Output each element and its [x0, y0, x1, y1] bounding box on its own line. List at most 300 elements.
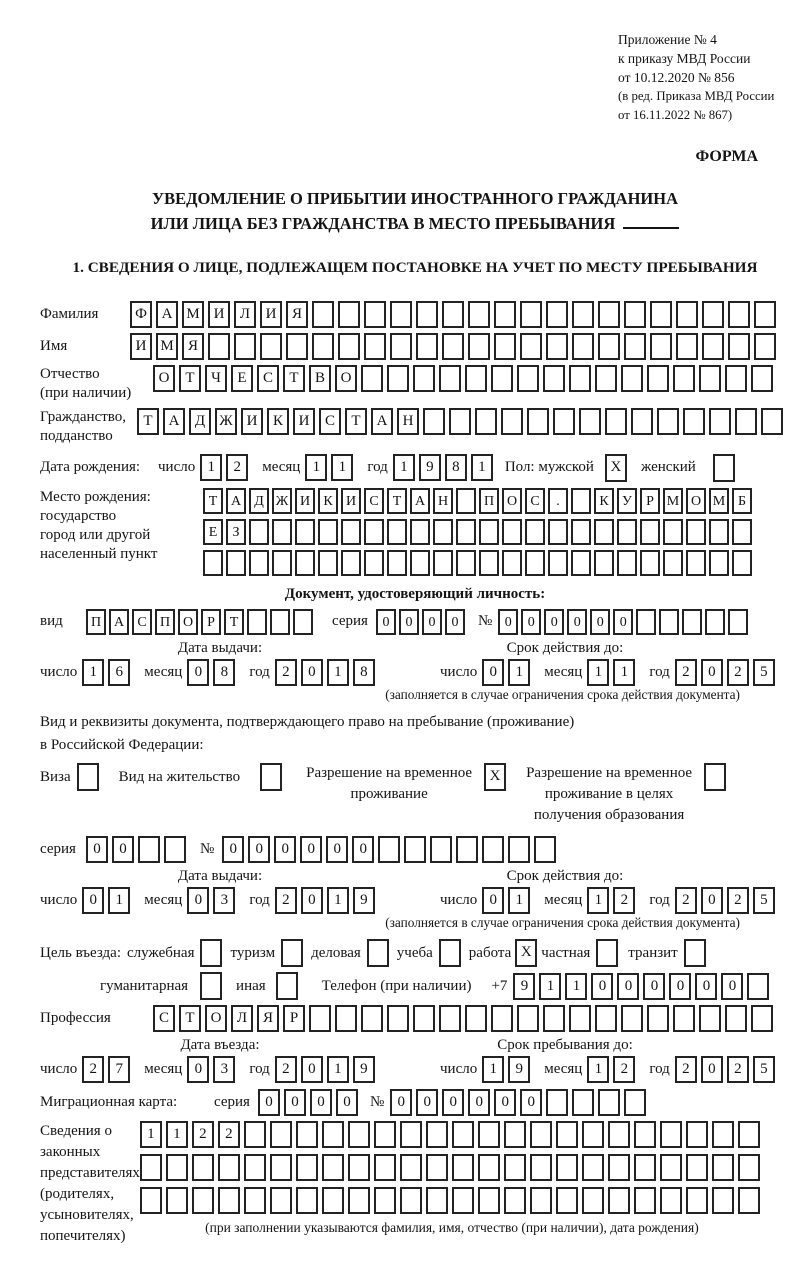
char-cell [192, 1154, 214, 1181]
patronymic-cells [153, 365, 777, 392]
char-cell [682, 609, 702, 635]
char-cell: 1 [587, 659, 609, 686]
char-cell: 9 [353, 887, 375, 914]
purpose-option-study: учеба [397, 939, 461, 967]
doc-issue-header: Дата выдачи: [177, 639, 263, 656]
char-cell [296, 1121, 318, 1148]
char-cell: Р [201, 609, 221, 635]
char-cell: И [293, 408, 315, 435]
char-cell: 0 [284, 1089, 306, 1116]
purpose-business-checkbox [200, 939, 222, 967]
purpose-option-business: служебная [127, 939, 223, 967]
doc-date-headers [40, 640, 790, 657]
char-cell: В [309, 365, 331, 392]
char-cell: 2 [727, 659, 749, 686]
purpose-option-commercial: деловая [311, 939, 389, 967]
char-cell [595, 365, 617, 392]
permit-series-label: серия [40, 841, 76, 858]
char-cell: 1 [587, 887, 609, 914]
char-cell [140, 1154, 162, 1181]
char-cell [138, 836, 160, 863]
char-cell: 0 [701, 887, 723, 914]
char-cell [413, 1005, 435, 1032]
char-cell [390, 333, 412, 360]
char-cell [571, 519, 591, 545]
char-cell: 0 [482, 659, 504, 686]
char-cell [621, 365, 643, 392]
char-cell [728, 609, 748, 635]
char-cell [686, 1154, 708, 1181]
char-cell [556, 1154, 578, 1181]
char-cell: 2 [192, 1121, 214, 1148]
char-cell [281, 939, 303, 967]
birth-year-cells [393, 454, 497, 481]
purpose-option-work: работа X [469, 939, 538, 967]
migration-series-label: серия [214, 1094, 250, 1111]
char-cell: 2 [613, 1056, 635, 1083]
char-cell [260, 333, 282, 360]
char-cell: 1 [108, 887, 130, 914]
char-cell: 2 [727, 1056, 749, 1083]
purpose-row [40, 939, 790, 967]
char-cell [482, 836, 504, 863]
representatives-rows [140, 1121, 764, 1236]
char-cell [364, 550, 384, 576]
char-cell: 0 [445, 609, 465, 635]
char-cell [702, 333, 724, 360]
char-cell [374, 1154, 396, 1181]
permit-dates-row [40, 887, 790, 914]
residence-permit-checkbox [260, 763, 282, 791]
char-cell: С [364, 488, 384, 514]
char-cell: 2 [675, 1056, 697, 1083]
char-cell [400, 1187, 422, 1214]
char-cell [747, 973, 769, 1000]
doc-number-cells [498, 609, 751, 635]
char-cell [468, 301, 490, 328]
char-cell [341, 519, 361, 545]
permit-number-label: № [199, 841, 215, 858]
char-cell: 8 [213, 659, 235, 686]
char-cell [517, 365, 539, 392]
permit-valid-header: Срок действия до: [506, 868, 624, 885]
char-cell: 2 [218, 1121, 240, 1148]
char-cell [624, 333, 646, 360]
char-cell: 9 [513, 973, 535, 1000]
stay-day-cells [482, 1056, 534, 1083]
char-cell [598, 333, 620, 360]
char-cell [761, 408, 783, 435]
char-cell: 1 [508, 659, 530, 686]
purpose-option-private: частная [541, 939, 618, 967]
surname-row [40, 301, 790, 328]
annex-line: (в ред. Приказа МВД России [618, 89, 775, 104]
char-cell [676, 333, 698, 360]
char-cell [140, 1187, 162, 1214]
doc-dates-row [40, 659, 790, 686]
doc-validity-note: (заполняется в случае ограничения срока действия документа) [385, 686, 740, 702]
edu-residence-label: Разрешение на временное проживание в целях получения образования [526, 765, 693, 824]
char-cell [582, 1154, 604, 1181]
char-cell: 0 [301, 1056, 323, 1083]
char-cell [439, 939, 461, 967]
char-cell: О [153, 365, 175, 392]
char-cell [312, 301, 334, 328]
purpose-study-checkbox [439, 939, 461, 967]
char-cell: Е [231, 365, 253, 392]
char-cell [543, 365, 565, 392]
char-cell [572, 333, 594, 360]
char-cell [686, 1121, 708, 1148]
char-cell [494, 301, 516, 328]
char-cell [534, 836, 556, 863]
birth-place-row-2 [203, 519, 755, 545]
char-cell [660, 1154, 682, 1181]
identity-doc-header: Документ, удостоверяющий личность: [284, 585, 546, 602]
stay-until-header: Срок пребывания до: [497, 1037, 633, 1054]
char-cell: 0 [520, 1089, 542, 1116]
patronymic-label: Отчество (при наличии) [40, 365, 132, 401]
char-cell: Т [179, 1005, 201, 1032]
char-cell [504, 1121, 526, 1148]
char-cell [296, 1187, 318, 1214]
char-cell: 1 [327, 887, 349, 914]
day-label: число [158, 459, 196, 476]
char-cell [200, 939, 222, 967]
char-cell [433, 550, 453, 576]
char-cell [608, 1187, 630, 1214]
char-cell [244, 1187, 266, 1214]
char-cell: 2 [275, 887, 297, 914]
char-cell [494, 333, 516, 360]
patronymic-row [40, 365, 790, 403]
surname-label: Фамилия [40, 305, 99, 322]
char-cell [387, 1005, 409, 1032]
char-cell: 0 [498, 609, 518, 635]
char-cell: 1 [482, 1056, 504, 1083]
visa-option [40, 763, 99, 791]
doc-issue-year-cells [275, 659, 379, 686]
char-cell [439, 1005, 461, 1032]
form-title-line2: ИЛИ ЛИЦА БЕЗ ГРАЖДАНСТВА В МЕСТО ПРЕБЫВАНИЯ [40, 211, 790, 237]
doc-valid-header: Срок действия до: [506, 639, 624, 656]
char-cell: П [479, 488, 499, 514]
char-cell: 0 [376, 609, 396, 635]
char-cell [247, 609, 267, 635]
char-cell: 6 [108, 659, 130, 686]
char-cell [657, 408, 679, 435]
char-cell [491, 1005, 513, 1032]
char-cell [423, 408, 445, 435]
char-cell [387, 519, 407, 545]
doc-issue-date: число 1 6 месяц 0 8 год 2 0 1 8 [40, 659, 440, 686]
form-title-line1: УВЕДОМЛЕНИЕ О ПРИБЫТИИ ИНОСТРАННОГО ГРАЖДАНИНА [151, 188, 679, 208]
char-cell: 1 [327, 659, 349, 686]
char-cell [478, 1187, 500, 1214]
char-cell [348, 1121, 370, 1148]
permit-number-cells [222, 836, 560, 863]
char-cell [702, 301, 724, 328]
char-cell: Н [397, 408, 419, 435]
annex-line: от 16.11.2022 № 867) [618, 107, 733, 122]
char-cell [636, 609, 656, 635]
char-cell [413, 365, 435, 392]
purpose-label: Цель въезда: [40, 944, 121, 961]
permit-valid-day-cells [482, 887, 534, 914]
char-cell [502, 519, 522, 545]
char-cell [270, 1187, 292, 1214]
permit-valid-date: число 0 1 месяц 1 2 год 2 0 2 5 [440, 887, 779, 914]
char-cell [491, 365, 513, 392]
sex-label: Пол: мужской [504, 459, 594, 476]
char-cell [338, 333, 360, 360]
char-cell [452, 1187, 474, 1214]
residence-permit-option [119, 763, 282, 791]
residence-doc-text: Вид и реквизиты документа, подтверждающего право на пребывание (проживание) в Российской Федерации: [40, 713, 575, 754]
char-cell: Ф [130, 301, 152, 328]
char-cell: 2 [275, 659, 297, 686]
char-cell [709, 519, 729, 545]
char-cell [295, 550, 315, 576]
representatives-row-1 [140, 1121, 764, 1148]
char-cell: X [605, 454, 627, 482]
char-cell [504, 1187, 526, 1214]
char-cell [502, 550, 522, 576]
char-cell [683, 408, 705, 435]
char-cell: 1 [613, 659, 635, 686]
char-cell [520, 333, 542, 360]
char-cell: 1 [508, 887, 530, 914]
char-cell: 2 [275, 1056, 297, 1083]
char-cell [634, 1187, 656, 1214]
char-cell [439, 365, 461, 392]
char-cell [416, 301, 438, 328]
char-cell [404, 836, 426, 863]
char-cell [387, 550, 407, 576]
char-cell: 7 [108, 1056, 130, 1083]
char-cell [249, 519, 269, 545]
permit-issue-day-cells [82, 887, 134, 914]
annex-reference [618, 30, 790, 124]
entry-date: число 2 7 месяц 0 3 год 2 0 1 9 [40, 1056, 440, 1083]
phone-prefix: +7 [491, 977, 508, 994]
char-cell [640, 550, 660, 576]
char-cell: 0 [248, 836, 270, 863]
char-cell: И [295, 488, 315, 514]
char-cell [608, 1154, 630, 1181]
doc-series-label: серия [332, 613, 368, 630]
birth-date-row [40, 454, 790, 482]
forma-label: ФОРМА [695, 147, 758, 165]
char-cell: 2 [675, 887, 697, 914]
char-cell: З [226, 519, 246, 545]
char-cell: Я [286, 301, 308, 328]
char-cell [208, 333, 230, 360]
char-cell [374, 1121, 396, 1148]
char-cell: С [132, 609, 152, 635]
doc-valid-date: число 0 1 месяц 1 1 год 2 0 2 5 [440, 659, 779, 686]
char-cell [571, 488, 591, 514]
char-cell: С [257, 365, 279, 392]
doc-type-row [40, 609, 790, 635]
char-cell: 1 [565, 973, 587, 1000]
char-cell: Ж [272, 488, 292, 514]
char-cell: 0 [521, 609, 541, 635]
birth-place-row-3 [203, 550, 755, 576]
char-cell: . [548, 488, 568, 514]
char-cell [218, 1154, 240, 1181]
profession-label: Профессия [40, 1010, 111, 1027]
char-cell [322, 1187, 344, 1214]
char-cell: 9 [508, 1056, 530, 1083]
char-cell: К [267, 408, 289, 435]
char-cell [548, 550, 568, 576]
char-cell [704, 763, 726, 791]
char-cell: 0 [544, 609, 564, 635]
char-cell [364, 301, 386, 328]
char-cell [594, 519, 614, 545]
char-cell: 0 [301, 659, 323, 686]
char-cell [579, 408, 601, 435]
char-cell [272, 550, 292, 576]
char-cell: 0 [701, 1056, 723, 1083]
char-cell [582, 1121, 604, 1148]
year-label: год [367, 459, 388, 476]
form-title [40, 186, 790, 237]
char-cell: 1 [166, 1121, 188, 1148]
char-cell [713, 454, 735, 482]
char-cell: 1 [327, 1056, 349, 1083]
entry-month-cells [187, 1056, 239, 1083]
char-cell: Р [640, 488, 660, 514]
representatives-label: Сведения о законных представителях (родителях, усыновителях, попечителях) [40, 1123, 140, 1245]
representatives-cells-2 [140, 1154, 764, 1181]
char-cell [530, 1187, 552, 1214]
char-cell [77, 763, 99, 791]
permit-valid-month-cells [587, 887, 639, 914]
char-cell: X [515, 939, 537, 967]
char-cell [621, 1005, 643, 1032]
edu-residence-option [526, 763, 726, 826]
char-cell [249, 550, 269, 576]
profession-row [40, 1005, 790, 1032]
char-cell [260, 763, 282, 791]
char-cell [617, 519, 637, 545]
char-cell [556, 1121, 578, 1148]
char-cell [728, 333, 750, 360]
char-cell [286, 333, 308, 360]
char-cell: А [109, 609, 129, 635]
char-cell [390, 301, 412, 328]
permit-issue-date: число 0 1 месяц 0 3 год 2 0 1 9 [40, 887, 440, 914]
entry-dates-row [40, 1056, 790, 1083]
char-cell: 1 [587, 1056, 609, 1083]
char-cell [410, 550, 430, 576]
char-cell: 0 [187, 1056, 209, 1083]
char-cell: 3 [213, 887, 235, 914]
birth-date-label: Дата рождения: [40, 459, 141, 476]
char-cell: А [371, 408, 393, 435]
char-cell [416, 333, 438, 360]
char-cell: 0 [669, 973, 691, 1000]
doc-issue-day-cells [82, 659, 134, 686]
char-cell [338, 301, 360, 328]
stay-year-cells [675, 1056, 779, 1083]
citizenship-label: Гражданство, подданство [40, 408, 127, 444]
char-cell [276, 972, 298, 1000]
citizenship-row [40, 408, 790, 446]
char-cell: И [208, 301, 230, 328]
char-cell: М [663, 488, 683, 514]
char-cell: 0 [442, 1089, 464, 1116]
char-cell [725, 365, 747, 392]
char-cell [530, 1121, 552, 1148]
char-cell [192, 1187, 214, 1214]
char-cell [673, 1005, 695, 1032]
name-row [40, 333, 790, 360]
char-cell: О [178, 609, 198, 635]
char-cell [426, 1187, 448, 1214]
char-cell: А [163, 408, 185, 435]
char-cell [699, 365, 721, 392]
char-cell [650, 333, 672, 360]
char-cell: 0 [310, 1089, 332, 1116]
char-cell: К [594, 488, 614, 514]
char-cell [442, 301, 464, 328]
char-cell [218, 1187, 240, 1214]
purpose-humanitarian-checkbox [200, 972, 222, 1000]
char-cell [244, 1154, 266, 1181]
char-cell [442, 333, 464, 360]
char-cell [605, 408, 627, 435]
char-cell: М [182, 301, 204, 328]
char-cell [244, 1121, 266, 1148]
char-cell [452, 1154, 474, 1181]
char-cell [200, 972, 222, 1000]
char-cell [468, 333, 490, 360]
char-cell [546, 1089, 568, 1116]
birth-month-cells [305, 454, 357, 481]
purpose-option-transit: транзит [628, 939, 705, 967]
purpose-transit-checkbox [684, 939, 706, 967]
char-cell [322, 1154, 344, 1181]
char-cell: Б [732, 488, 752, 514]
residence-permit-label: Вид на жительство [118, 768, 241, 785]
citizenship-cells [137, 408, 787, 435]
char-cell [659, 609, 679, 635]
char-cell [684, 939, 706, 967]
char-cell: О [686, 488, 706, 514]
char-cell: 0 [721, 973, 743, 1000]
char-cell [456, 550, 476, 576]
char-cell: 1 [393, 454, 415, 481]
char-cell: Д [189, 408, 211, 435]
char-cell: X [484, 763, 506, 791]
section1-heading: 1. СВЕДЕНИЯ О ЛИЦЕ, ПОДЛЕЖАЩЕМ ПОСТАНОВКЕ НА УЧЕТ ПО МЕСТУ ПРЕБЫВАНИЯ [72, 258, 758, 276]
char-cell [295, 519, 315, 545]
char-cell [400, 1154, 422, 1181]
char-cell: 0 [494, 1089, 516, 1116]
char-cell [400, 1121, 422, 1148]
char-cell [270, 1154, 292, 1181]
temp-residence-checkbox [484, 763, 506, 791]
char-cell: Т [345, 408, 367, 435]
purpose-option-humanitarian: гуманитарная [100, 972, 222, 1000]
char-cell: 1 [82, 659, 104, 686]
char-cell [546, 301, 568, 328]
char-cell [479, 550, 499, 576]
char-cell [686, 550, 706, 576]
